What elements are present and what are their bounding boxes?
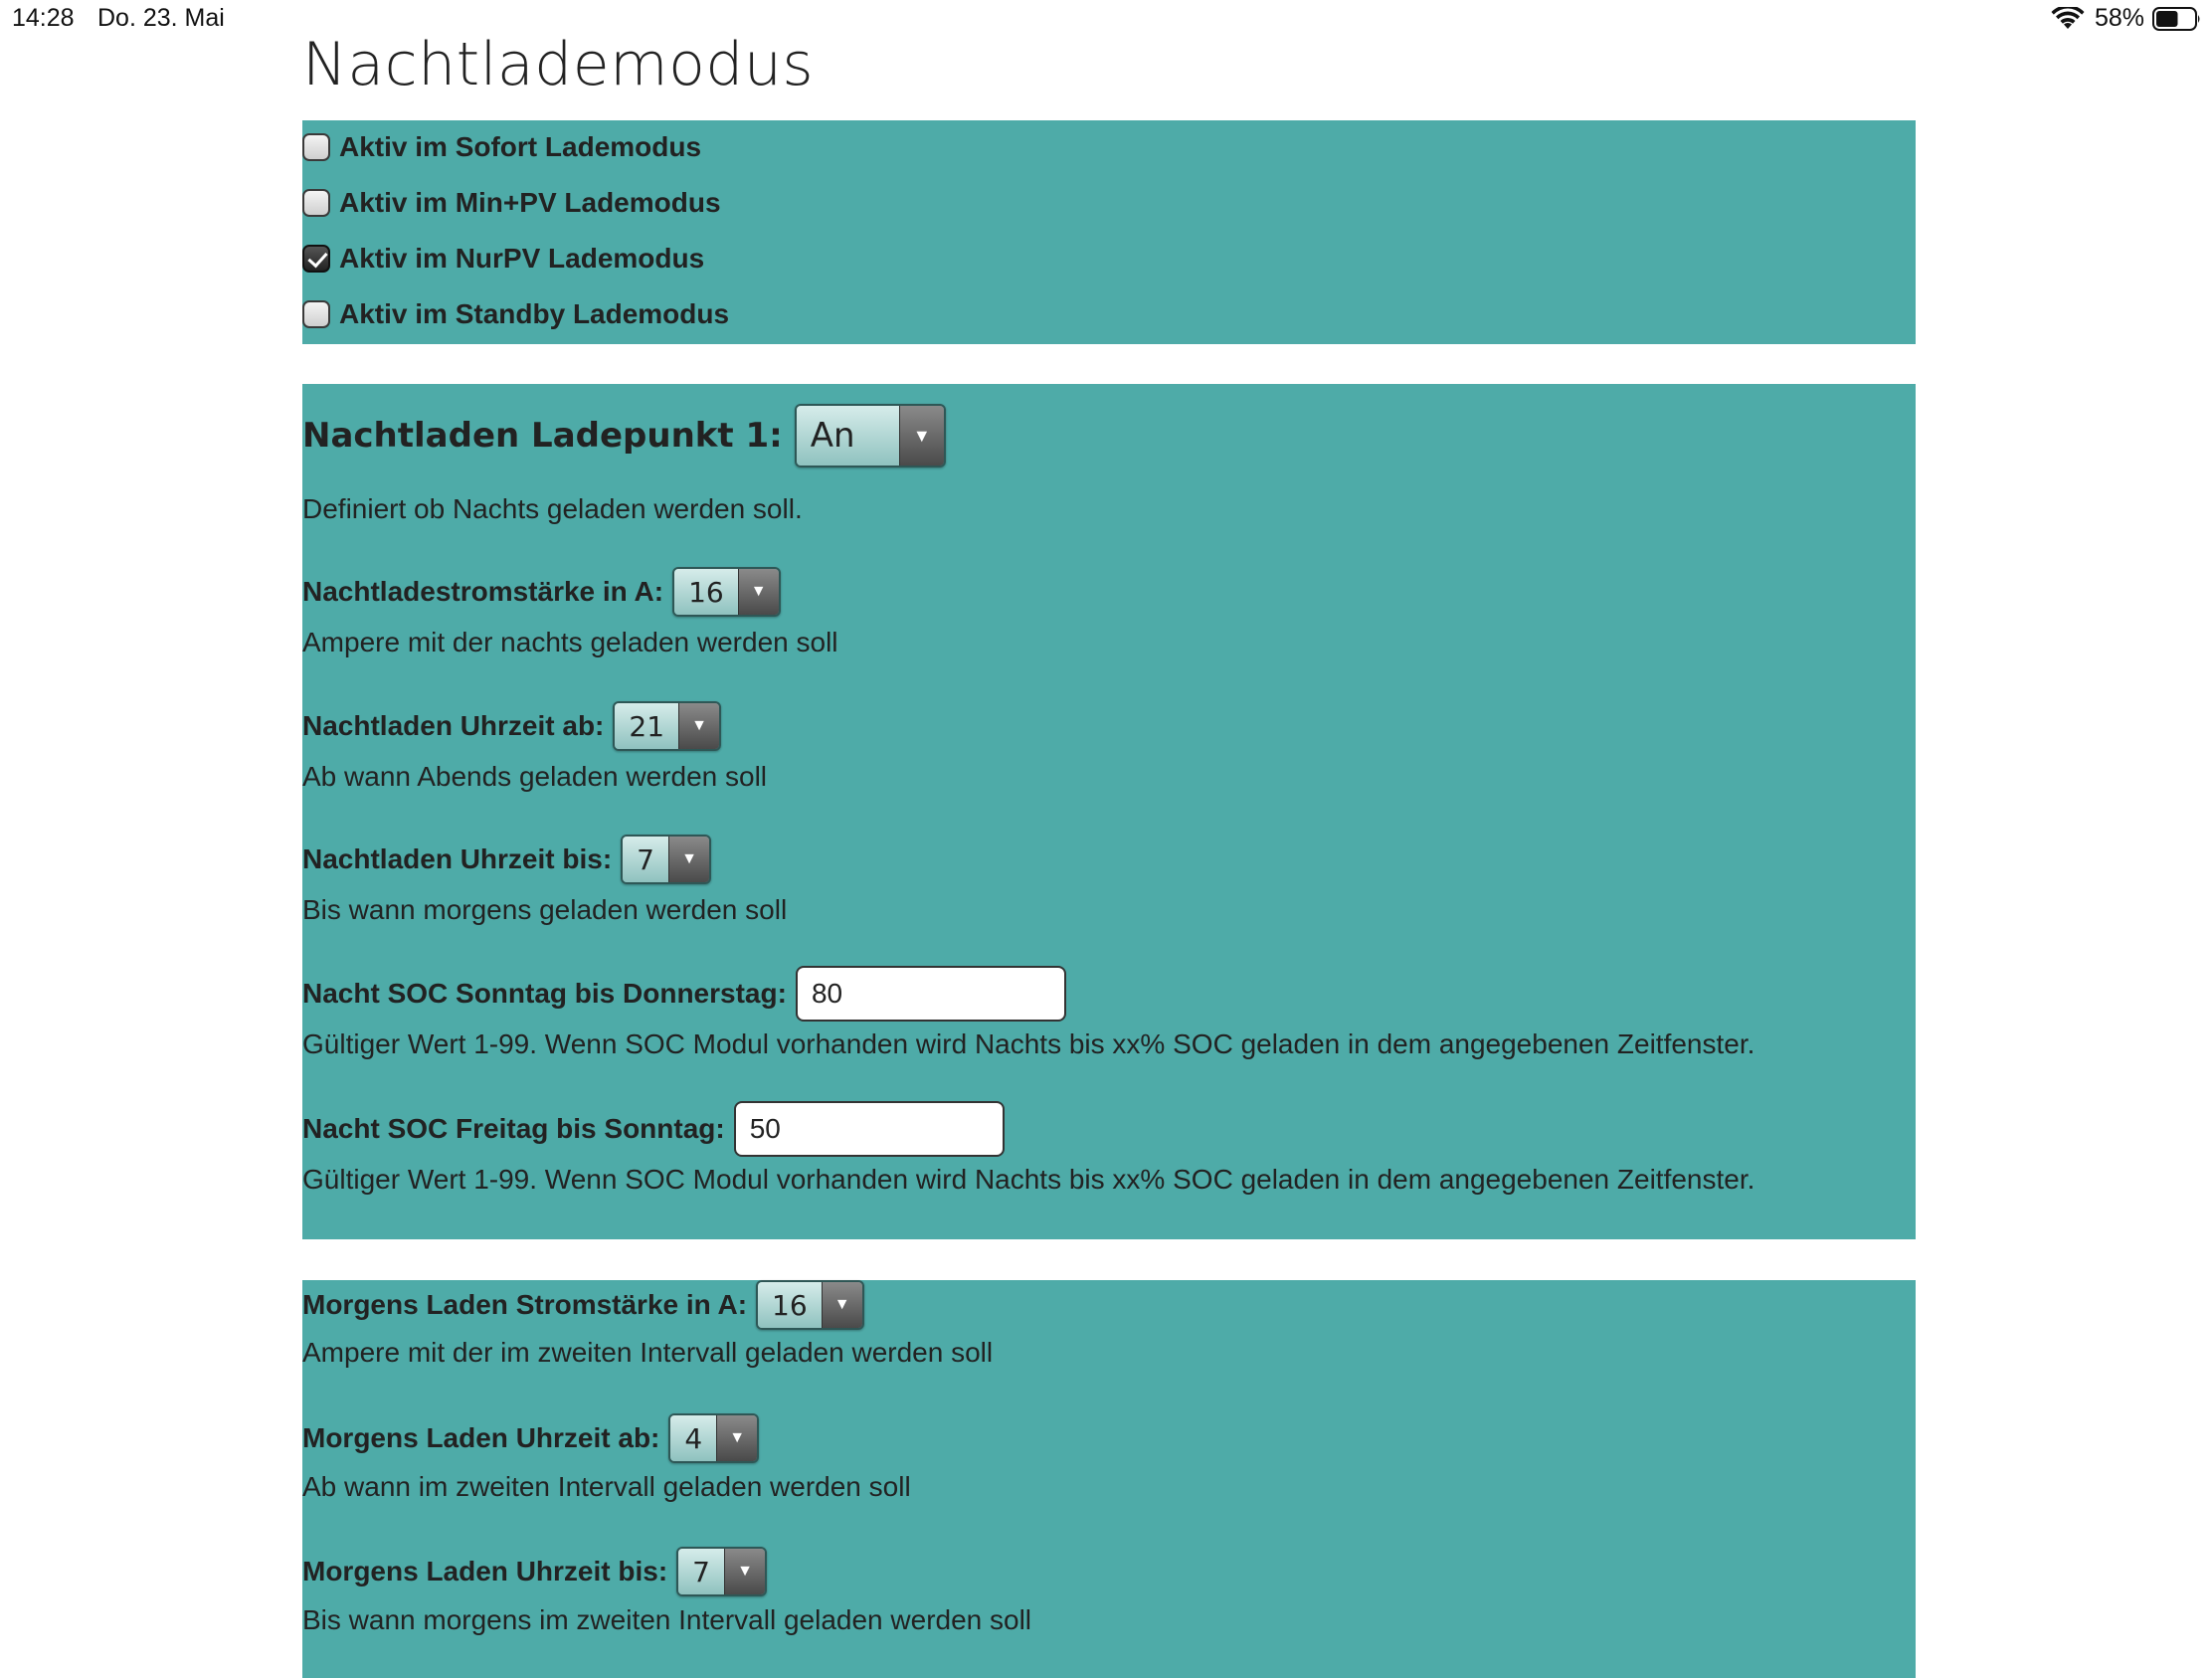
nachtladen-panel (302, 384, 1916, 1239)
nachtstrom-select[interactable] (672, 567, 781, 617)
nachtladen-lp-label: Nachtladen Ladepunkt 1: (302, 416, 783, 456)
morgens-strom-label: Morgens Laden Stromstärke in A: (302, 1289, 748, 1320)
chevron-down-icon: ▼ (716, 1415, 757, 1461)
soc-so-do-desc: Gültiger Wert 1-99. Wenn SOC Modul vorhanden wird Nachts bis xx% SOC geladen in dem angegebenen Zeitfenster. (302, 1028, 1755, 1059)
nacht-ab-select[interactable] (613, 701, 721, 751)
nacht-bis-row (302, 835, 711, 884)
mode-sofort-checkbox[interactable] (302, 133, 330, 161)
soc-fr-so-input[interactable] (734, 1101, 1005, 1157)
chevron-down-icon: ▼ (822, 1282, 862, 1328)
soc-fr-so-label: Nacht SOC Freitag bis Sonntag: (302, 1113, 725, 1144)
nacht-ab-desc: Ab wann Abends geladen werden soll (302, 761, 768, 792)
mode-nurpv-checkbox[interactable] (302, 245, 330, 273)
chevron-down-icon: ▼ (724, 1549, 765, 1594)
mode-nurpv-label: Aktiv im NurPV Lademodus (339, 243, 705, 274)
modes-panel (302, 120, 1916, 344)
soc-so-do-row (302, 966, 1066, 1022)
mode-minpv-row[interactable] (302, 183, 721, 223)
nacht-bis-desc: Bis wann morgens geladen werden soll (302, 894, 788, 925)
morgens-strom-select-value: 16 (758, 1282, 822, 1328)
nachtladen-lp-row (302, 404, 946, 467)
status-time: 14:28 (12, 4, 75, 32)
battery-icon (2152, 7, 2202, 31)
morgens-bis-row (302, 1547, 767, 1596)
mode-standby-row[interactable] (302, 294, 729, 334)
battery-percent: 58% (2094, 4, 2144, 32)
mode-standby-checkbox[interactable] (302, 300, 330, 328)
morgens-ab-select[interactable] (668, 1413, 759, 1463)
morgens-bis-label: Morgens Laden Uhrzeit bis: (302, 1556, 668, 1586)
morgens-ab-select-value: 4 (670, 1415, 716, 1461)
mode-minpv-checkbox[interactable] (302, 189, 330, 217)
nacht-ab-row (302, 701, 721, 751)
soc-fr-so-desc: Gültiger Wert 1-99. Wenn SOC Modul vorhanden wird Nachts bis xx% SOC geladen in dem angegebenen Zeitfenster. (302, 1164, 1755, 1195)
mode-sofort-label: Aktiv im Sofort Lademodus (339, 131, 702, 162)
morgens-bis-select-value: 7 (678, 1549, 724, 1594)
mode-standby-label: Aktiv im Standby Lademodus (339, 298, 730, 329)
morgens-panel (302, 1280, 1916, 1678)
morgens-ab-row (302, 1413, 759, 1463)
nacht-bis-label: Nachtladen Uhrzeit bis: (302, 843, 613, 874)
soc-so-do-input[interactable] (796, 966, 1066, 1022)
mode-nurpv-row[interactable] (302, 239, 704, 279)
nacht-ab-select-value: 21 (615, 703, 678, 749)
status-date: Do. 23. Mai (97, 4, 225, 32)
nachtstrom-select-value: 16 (674, 569, 738, 615)
page-title: Nachtlademodus (302, 30, 815, 99)
morgens-ab-desc: Ab wann im zweiten Intervall geladen werden soll (302, 1471, 911, 1502)
chevron-down-icon: ▼ (668, 837, 709, 882)
status-indicators (2051, 4, 2202, 33)
mode-sofort-row[interactable] (302, 127, 701, 167)
morgens-strom-desc: Ampere mit der im zweiten Intervall geladen werden soll (302, 1337, 994, 1368)
morgens-bis-desc: Bis wann morgens im zweiten Intervall geladen werden soll (302, 1604, 1032, 1635)
soc-fr-so-row (302, 1101, 1005, 1157)
nacht-bis-select[interactable] (621, 835, 711, 884)
wifi-icon (2051, 7, 2085, 31)
morgens-bis-select[interactable] (676, 1547, 767, 1596)
chevron-down-icon: ▼ (899, 406, 944, 466)
chevron-down-icon: ▼ (738, 569, 779, 615)
nachtladen-desc: Definiert ob Nachts geladen werden soll. (302, 493, 803, 524)
nachtladen-select[interactable] (795, 404, 946, 467)
nacht-bis-select-value: 7 (623, 837, 668, 882)
soc-so-do-label: Nacht SOC Sonntag bis Donnerstag: (302, 978, 787, 1009)
nachtstrom-row (302, 567, 781, 617)
nacht-ab-label: Nachtladen Uhrzeit ab: (302, 710, 605, 741)
morgens-strom-select[interactable] (756, 1280, 864, 1330)
morgens-strom-row (302, 1280, 864, 1330)
mode-minpv-label: Aktiv im Min+PV Lademodus (339, 187, 721, 218)
morgens-ab-label: Morgens Laden Uhrzeit ab: (302, 1422, 660, 1453)
nachtladen-select-value: An (797, 406, 899, 466)
nachtstrom-label: Nachtladestromstärke in A: (302, 576, 664, 607)
nachtstrom-desc: Ampere mit der nachts geladen werden soll (302, 627, 838, 657)
chevron-down-icon: ▼ (678, 703, 719, 749)
